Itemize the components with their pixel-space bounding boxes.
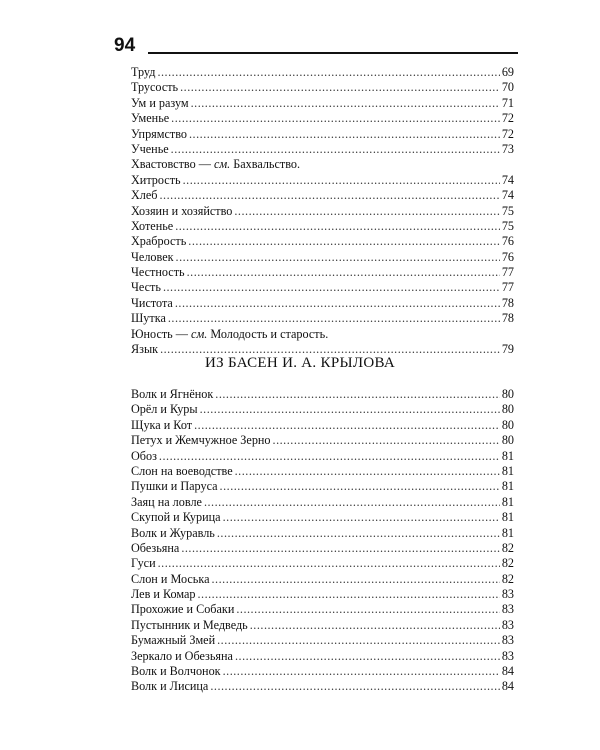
dot-leader (197, 587, 499, 602)
dot-leader (200, 402, 500, 417)
toc-entry-page: 72 (501, 126, 514, 141)
dot-leader (183, 173, 500, 188)
toc-entry-page: 81 (501, 463, 514, 478)
toc-entry-title: Слон и Моська (131, 571, 210, 586)
dot-leader (236, 602, 499, 617)
toc-entry-title: Волк и Журавль (131, 525, 215, 540)
toc-entry-title: Хотенье (131, 218, 174, 233)
toc-entry-title: Волк и Ягнёнок (131, 387, 214, 401)
toc-entry (131, 464, 514, 479)
toc-entry-title: Пушки и Паруса (131, 479, 218, 494)
toc-entry-title: Человек (131, 249, 174, 264)
toc-entry (131, 80, 514, 95)
dot-leader (217, 633, 500, 648)
toc-entry (131, 541, 514, 556)
page-number: 94 (114, 35, 136, 56)
see-abbreviation: см. (191, 326, 208, 341)
toc-entry-page: 76 (501, 234, 514, 249)
toc-entry-page: 84 (501, 679, 514, 694)
toc-entry (131, 65, 514, 80)
dot-leader (158, 556, 500, 571)
toc-entry-page: 76 (501, 249, 514, 264)
dot-leader (191, 96, 500, 111)
toc-entry (131, 495, 514, 510)
toc-entry (131, 679, 514, 694)
toc-entry-page: 83 (501, 602, 514, 617)
toc-entry (131, 449, 514, 464)
dot-leader (175, 219, 500, 234)
toc-entry-title: Честность (131, 265, 185, 280)
toc-entry-title: Храбрость (131, 234, 187, 249)
toc-entry-title: Чистота (131, 295, 173, 310)
dot-leader (204, 495, 500, 510)
toc-entry-page: 75 (501, 203, 514, 218)
toc-entry-page: 81 (501, 479, 514, 494)
toc-entry-title: Прохожие и Собаки (131, 602, 235, 617)
toc-entry-page: 80 (501, 402, 514, 417)
dot-leader (176, 250, 500, 265)
toc-entry (131, 479, 514, 494)
toc-entry-title: Труд (131, 65, 156, 79)
toc-entry-page: 77 (501, 265, 514, 280)
toc-entry-title: Волк и Волчонок (131, 664, 221, 679)
toc-entry (131, 526, 514, 541)
dot-leader (187, 265, 500, 280)
toc-entry-page: 78 (501, 311, 514, 326)
toc-entry-page: 69 (501, 65, 514, 79)
toc-entry-page: 82 (501, 571, 514, 586)
toc-entry (131, 250, 514, 265)
dot-leader (250, 618, 500, 633)
toc-entry-page: 77 (501, 280, 514, 295)
see-abbreviation: см. (213, 157, 231, 172)
toc-entry-title: Щука и Кот (131, 417, 193, 432)
toc-entry (131, 311, 514, 326)
toc-entry (131, 204, 514, 219)
toc-entry-page: 79 (501, 342, 514, 357)
dot-leader (215, 387, 500, 402)
toc-entry-title: Честь (131, 280, 161, 295)
toc-entry (131, 96, 514, 111)
toc-cross-reference (131, 157, 514, 172)
toc-entry-title: Хлеб (131, 188, 158, 203)
dot-leader (194, 418, 500, 433)
toc-entry-title: Слон на воеводстве (131, 463, 233, 478)
dot-leader (223, 664, 500, 679)
dot-leader (189, 127, 500, 142)
toc-entry-page: 82 (501, 556, 514, 571)
toc-entry (131, 265, 514, 280)
toc-entry (131, 234, 514, 249)
toc-entry (131, 649, 514, 664)
toc-entry-title: Обезьяна (131, 540, 180, 555)
toc-entry-title: Упрямство (131, 126, 187, 141)
toc-entry (131, 618, 514, 633)
toc-entry (131, 572, 514, 587)
toc-entry-title: Ученье (131, 141, 169, 156)
dot-leader (159, 449, 500, 464)
dot-leader (223, 510, 500, 525)
toc-entry-title: Зеркало и Обезьяна (131, 648, 233, 663)
cross-reference-title: Хвастовство — (131, 157, 211, 172)
toc-entry (131, 188, 514, 203)
toc-entry (131, 111, 514, 126)
toc-entry-title: Орёл и Куры (131, 402, 198, 417)
toc-entry (131, 418, 514, 433)
toc-entry-page: 80 (501, 433, 514, 448)
toc-entry-page: 83 (501, 617, 514, 632)
toc-entry-page: 72 (501, 111, 514, 126)
toc-entry-title: Хозяин и хозяйство (131, 203, 233, 218)
header-rule (148, 52, 518, 54)
toc-entry-page: 78 (501, 295, 514, 310)
dot-leader (234, 204, 499, 219)
toc-entry (131, 296, 514, 311)
toc-entry-page: 81 (501, 510, 514, 525)
toc-entry-title: Гуси (131, 556, 156, 571)
dot-leader (171, 142, 500, 157)
toc-entry-title: Лев и Комар (131, 587, 196, 602)
dot-leader (163, 280, 500, 295)
toc-entry (131, 556, 514, 571)
toc-entry-title: Язык (131, 342, 159, 357)
toc-entry-page: 81 (501, 494, 514, 509)
dot-leader (217, 526, 500, 541)
toc-entry-page: 71 (501, 95, 514, 110)
cross-reference-target: Молодость и старость. (210, 326, 329, 341)
toc-entry-title: Петух и Жемчужное Зерно (131, 433, 271, 448)
dot-leader (157, 65, 499, 80)
toc-entry-title: Хитрость (131, 172, 181, 187)
toc-entry (131, 587, 514, 602)
toc-entry (131, 664, 514, 679)
toc-entry (131, 387, 514, 402)
section-heading: ИЗ БАСЕН И. А. КРЫЛОВА (205, 355, 395, 371)
toc-entry (131, 602, 514, 617)
toc-entry (131, 402, 514, 417)
toc-entry-page: 73 (501, 141, 514, 156)
cross-reference-title: Юность — (131, 326, 188, 341)
dot-leader (235, 464, 500, 479)
dot-leader (235, 649, 500, 664)
toc-entry (131, 173, 514, 188)
toc-entry-title: Заяц на ловле (131, 494, 202, 509)
toc-entry-title: Волк и Лисица (131, 679, 209, 694)
toc-entry (131, 127, 514, 142)
toc-entry (131, 633, 514, 648)
toc-entry (131, 280, 514, 295)
toc-entry-title: Ум и разум (131, 95, 189, 110)
dot-leader (171, 111, 500, 126)
toc-entry-page: 70 (501, 80, 514, 95)
toc-entry-page: 74 (501, 172, 514, 187)
dot-leader (181, 541, 500, 556)
toc-list-proverbs (131, 65, 514, 357)
toc-entry (131, 433, 514, 448)
toc-entry-page: 84 (501, 664, 514, 679)
toc-entry-title: Трусость (131, 80, 179, 95)
toc-entry-page: 74 (501, 188, 514, 203)
dot-leader (220, 479, 500, 494)
dot-leader (273, 433, 500, 448)
toc-cross-reference (131, 327, 514, 342)
toc-list-fables (131, 387, 514, 695)
toc-entry-page: 75 (501, 218, 514, 233)
dot-leader (180, 80, 500, 95)
toc-entry-title: Обоз (131, 448, 157, 463)
toc-entry-title: Пустынник и Медведь (131, 617, 248, 632)
dot-leader (188, 234, 500, 249)
toc-entry-page: 81 (501, 525, 514, 540)
toc-entry-title: Уменье (131, 111, 170, 126)
dot-leader (210, 679, 499, 694)
cross-reference-target: Бахвальство. (233, 157, 301, 172)
toc-entry-page: 80 (501, 387, 514, 401)
toc-entry-title: Бумажный Змей (131, 633, 216, 648)
dot-leader (175, 296, 500, 311)
dot-leader (212, 572, 500, 587)
toc-entry (131, 219, 514, 234)
toc-entry (131, 510, 514, 525)
toc-entry (131, 142, 514, 157)
toc-entry-page: 83 (501, 587, 514, 602)
toc-entry-page: 80 (501, 417, 514, 432)
toc-entry-page: 82 (501, 540, 514, 555)
toc-entry-page: 81 (501, 448, 514, 463)
dot-leader (160, 188, 500, 203)
dot-leader (168, 311, 500, 326)
toc-entry-title: Шутка (131, 311, 166, 326)
toc-entry-page: 83 (501, 633, 514, 648)
toc-entry-title: Скупой и Курица (131, 510, 221, 525)
toc-entry-page: 83 (501, 648, 514, 663)
